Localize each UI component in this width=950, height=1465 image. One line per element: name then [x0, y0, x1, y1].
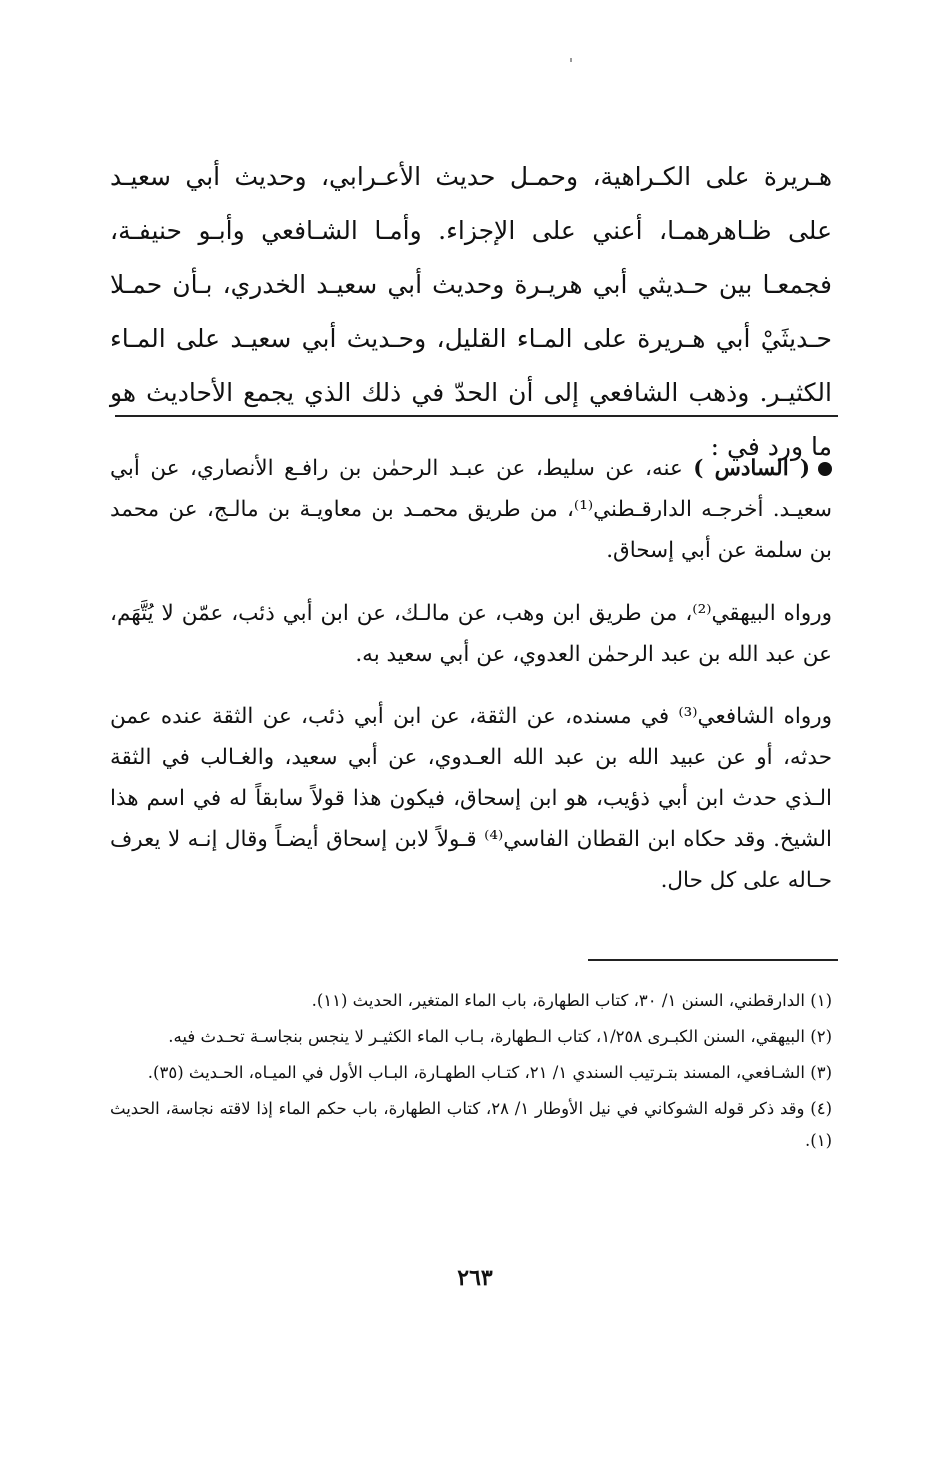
footnote-4: (٤) وقد ذكر قوله الشوكاني في نيل الأوطار ١/ ٢٨، كتاب الطهارة، باب حكم الماء إذا لاقته نجاسة، الحديث (١).: [110, 1099, 832, 1150]
footnote-divider: [588, 959, 838, 961]
section-divider: [115, 415, 838, 417]
footnotes: [110, 985, 832, 1161]
shafii-paragraph: ورواه الشافعي⁽³⁾ في مسنده، عن الثقة، عن ابن أبي ذئب، عن الثقة عنده عمن حدثه، أو عن عبيد الله بن عبد الله العـدوي، عن أبي سعيد، والغـالب في الثقة الـذي حدث ابن أبي ذؤيب، هو ابن إسحاق، فيكون هذا قولاً سابقاً له في اسم هذا الشيخ. وقد حكاه ابن القطان الفاسي⁽⁴⁾ قـولاً لابن إسحاق أيضـاً وقال إنـه لا يعرف حـاله على كل حال.: [110, 704, 832, 893]
page-number: ٢٦٣: [457, 1265, 493, 1291]
hadith-sixth-paragraph: [110, 448, 832, 571]
footnote-2: (٢) البيهقي، السنن الكبـرى ١/٢٥٨، كتاب الـطهارة، بـاب الماء الكثيـر لا ينجس بنجاسـة تحـدث فيه.: [168, 1027, 832, 1046]
footnote-3: (٣) الشـافعي، المسند بتـرتيب السندي ١/ ٢١، كتـاب الطهـارة، البـاب الأول في الميـاه، الحـديث (٣٥).: [147, 1063, 832, 1082]
scan-speck: [570, 58, 572, 62]
main-paragraph: هـريرة على الكـراهية، وحمـل حديث الأعـرابي، وحديث أبي سعيـد على ظـاهرهمـا، أعني على الإجزاء. وأمـا الشـافعي وأبـو حنيفـة، فجمعـا بين حـديثي أبي هريـرة وحديث أبي سعيـد الخدري، بـأن حمـلا حـديثَيْ أبي هـريرة على المـاء القليل، وحـديث أبي سعيـد على المـاء الكثيـر. وذهب الشافعي إلى أن الحدّ في ذلك الذي يجمع الأحاديث هو ما ورد في :: [110, 162, 832, 461]
bayhaqi-paragraph: ورواه البيهقي⁽²⁾، من طريق ابن وهب، عن مالـك، عن ابن أبي ذئب، عمّن لا يُتَّهَم، عن عبد الله بن عبد الرحمٰن العدوي، عن أبي سعيد به.: [110, 601, 832, 667]
bullet-icon: [818, 462, 832, 476]
sixth-text: عنه، عن سليط، عن عبـد الرحمٰن بن رافـع الأنصاري، عن أبي سعيـد. أخرجـه الدارقـطني⁽¹⁾، من طريق محمـد بن معاويـة بن مالـج، عن محمد بن سلمة عن أبي إسحاق.: [110, 456, 832, 563]
footnote-1: (١) الدارقطني، السنن ١/ ٣٠، كتاب الطهارة، باب الماء المتغير، الحديث (١١).: [311, 991, 832, 1010]
sixth-label: ( السادس ): [693, 456, 811, 481]
